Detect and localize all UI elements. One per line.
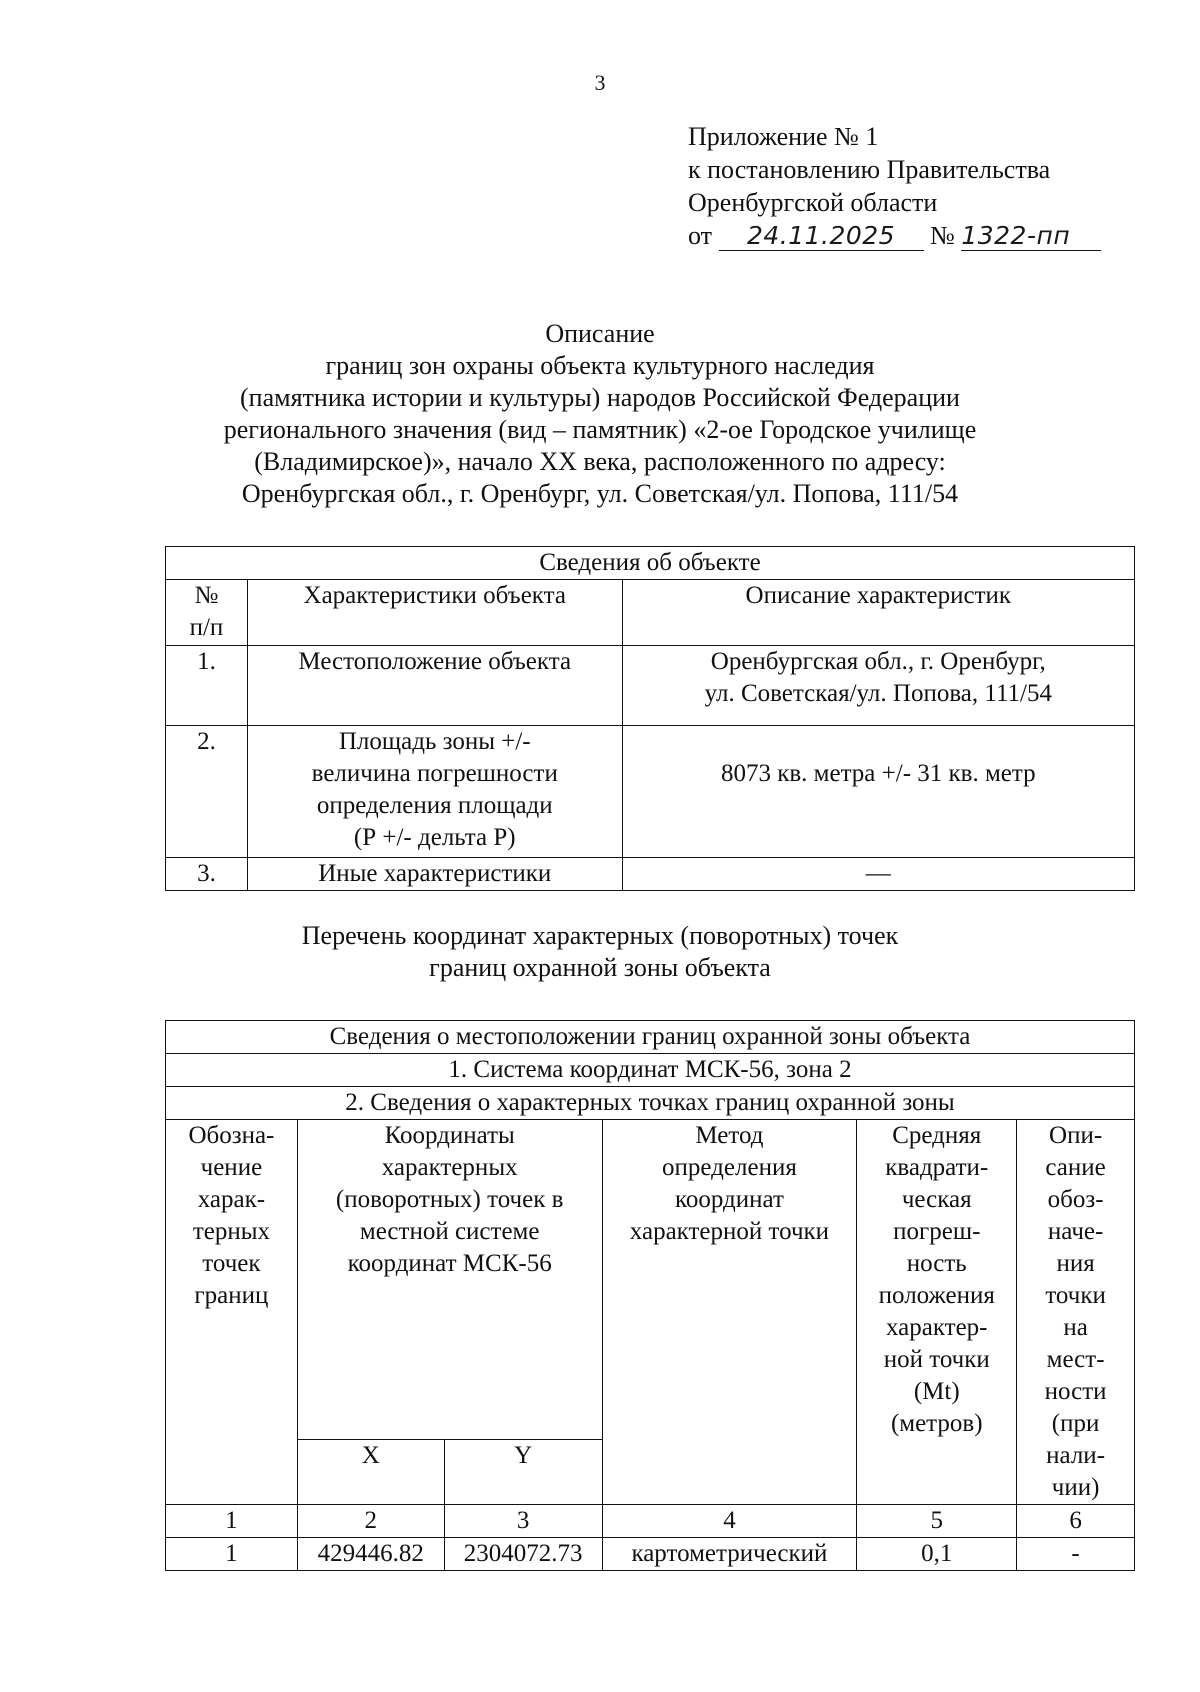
row-description: 8073 кв. метра +/- 31 кв. метр — [622, 726, 1134, 858]
table-row — [166, 858, 1135, 891]
cell-error: 0,1 — [857, 1538, 1017, 1571]
appendix-line: к постановлению Правительства — [688, 155, 1051, 184]
column-header-characteristic: Характеристики объекта — [247, 580, 622, 646]
from-label: от — [688, 221, 713, 250]
column-header-x: X — [297, 1439, 444, 1505]
column-numbers-row — [166, 1505, 1135, 1538]
column-header-y: Y — [444, 1439, 602, 1505]
cell-y: 2304072.73 — [444, 1538, 602, 1571]
page-number: 3 — [594, 70, 606, 95]
column-header-coordinates: Координаты характерных (поворотных) точек в местной системе координат МСК-56 — [297, 1120, 602, 1440]
coordinates-list-title — [0, 920, 1200, 984]
cell-description: - — [1017, 1538, 1135, 1571]
column-header-description: Опи- сание обоз- наче- ния точки на мест- ности (при нали- чии) — [1017, 1120, 1135, 1505]
title-line: регионального значения (вид – памятник) «2-ое Городское училище — [223, 415, 977, 444]
row-description: Оренбургская обл., г. Оренбург, ул. Советская/ул. Попова, 111/54 — [622, 646, 1134, 726]
title-line: (Владимирское)», начало XX века, расположенного по адресу: — [254, 447, 946, 476]
appendix-date-line — [688, 219, 1101, 252]
column-header-point: Обозна- чение харак- терных точек границ — [166, 1120, 298, 1505]
appendix-line: Оренбургской области — [688, 188, 938, 217]
column-header-description: Описание характеристик — [622, 580, 1134, 646]
table-row — [166, 726, 1135, 858]
table-row — [166, 646, 1135, 726]
appendix-block — [688, 120, 1101, 252]
row-characteristic: Местоположение объекта — [247, 646, 622, 726]
table-row — [166, 1538, 1135, 1571]
column-number: 1 — [166, 1505, 298, 1538]
cell-point: 1 — [166, 1538, 298, 1571]
title-line: Описание — [545, 319, 655, 348]
handwritten-date: 24.11.2025 — [719, 222, 924, 251]
cell-x: 429446.82 — [297, 1538, 444, 1571]
list-title-line: границ охранной зоны объекта — [429, 953, 771, 982]
column-number: 4 — [602, 1505, 857, 1538]
title-line: (памятника истории и культуры) народов Российской Федерации — [240, 383, 960, 412]
handwritten-number: 1322-пп — [961, 222, 1101, 251]
table-header: 1. Система координат МСК-56, зона 2 — [166, 1054, 1135, 1087]
column-header-num: № п/п — [166, 580, 248, 646]
list-title-line: Перечень координат характерных (поворотных) точек — [301, 921, 899, 950]
column-header-error: Средняя квадрати- ческая погреш- ность положения характер- ной точки (Mt) (метров) — [857, 1120, 1017, 1505]
column-number: 6 — [1017, 1505, 1135, 1538]
object-info-table — [165, 546, 1135, 891]
cell-method: картометрический — [602, 1538, 857, 1571]
column-number: 3 — [444, 1505, 602, 1538]
title-line: Оренбургская обл., г. Оренбург, ул. Советская/ул. Попова, 111/54 — [241, 479, 959, 508]
row-num: 2. — [166, 726, 248, 858]
number-label: № — [930, 221, 955, 250]
column-header-method: Метод определения координат характерной точки — [602, 1120, 857, 1505]
row-characteristic: Площадь зоны +/- величина погрешности определения площади (Р +/- дельта Р) — [247, 726, 622, 858]
row-num: 1. — [166, 646, 248, 726]
row-num: 3. — [166, 858, 248, 891]
table-header: Сведения об объекте — [166, 547, 1135, 580]
row-characteristic: Иные характеристики — [247, 858, 622, 891]
row-description: — — [622, 858, 1134, 891]
column-number: 2 — [297, 1505, 444, 1538]
title-line: границ зон охраны объекта культурного наследия — [325, 351, 875, 380]
document-title — [0, 318, 1200, 510]
appendix-line: Приложение № 1 — [688, 122, 879, 151]
table-header: 2. Сведения о характерных точках границ охранной зоны — [166, 1087, 1135, 1120]
coordinates-table — [165, 1020, 1135, 1571]
table-header: Сведения о местоположении границ охранной зоны объекта — [166, 1021, 1135, 1054]
column-number: 5 — [857, 1505, 1017, 1538]
